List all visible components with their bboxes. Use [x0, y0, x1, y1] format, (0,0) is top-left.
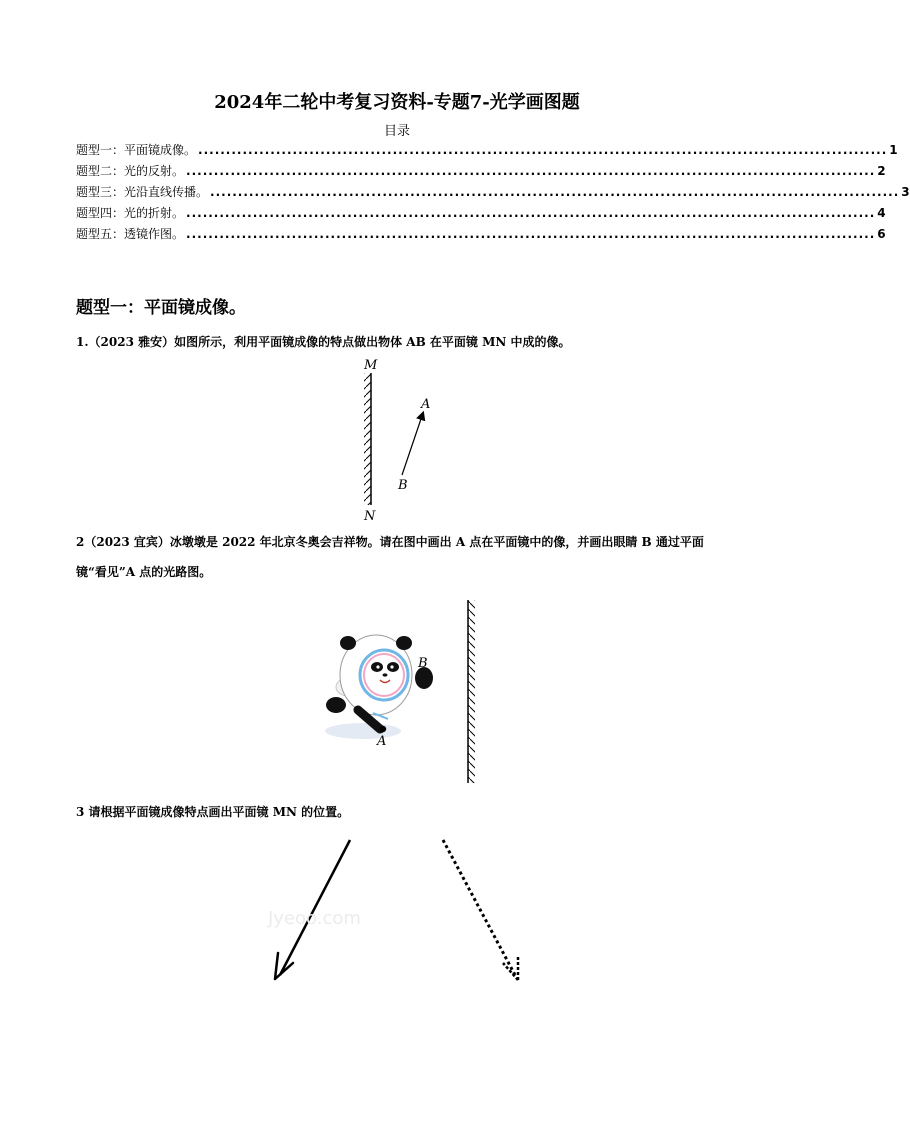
label-b: B — [398, 478, 408, 493]
toc-leader-dots: ............................................................................................................................ — [186, 164, 876, 178]
object-ab-arrow — [402, 413, 423, 475]
toc-item-page: 3 — [901, 185, 910, 199]
bing-dwen-dwen-mascot — [325, 635, 433, 739]
section-heading: 题型一：平面镜成像。 — [76, 298, 246, 318]
toc-item-label: 题型五：透镜作图。 — [76, 227, 185, 241]
label-a-point: A — [377, 734, 387, 749]
toc-item-page: 1 — [889, 143, 898, 157]
table-of-contents — [76, 141, 910, 246]
toc-item-page: 6 — [877, 227, 886, 241]
toc-item-label: 题型三：光沿直线传播。 — [76, 185, 209, 199]
toc-heading: 目录 — [383, 124, 410, 139]
question-1-figure — [350, 355, 450, 525]
toc-item[interactable] — [76, 162, 886, 183]
toc-item[interactable] — [76, 204, 886, 225]
toc-item-label: 题型一：平面镜成像。 — [76, 143, 197, 157]
label-n: N — [364, 509, 376, 524]
plane-mirror — [468, 600, 475, 783]
toc-item[interactable] — [76, 225, 886, 246]
document-title: 2024年二轮中考复习资料-专题7-光学画图题 — [214, 92, 580, 113]
toc-item[interactable] — [76, 141, 898, 162]
question-2-figure — [318, 595, 488, 790]
watermark: Jyeoo.com — [268, 908, 361, 929]
toc-item-label: 题型四：光的折射。 — [76, 206, 185, 220]
question-1-text: 1.（2023 雅安）如图所示，利用平面镜成像的特点做出物体 AB 在平面镜 MN 中成的像。 — [76, 335, 571, 349]
label-b-eye: B — [418, 656, 428, 671]
toc-leader-dots: ............................................................................................................................ — [186, 227, 876, 241]
toc-item[interactable] — [76, 183, 910, 204]
toc-leader-dots: ............................................................................................................................ — [210, 185, 900, 199]
label-a: A — [421, 397, 431, 412]
question-3-text: 3 请根据平面镜成像特点画出平面镜 MN 的位置。 — [76, 805, 350, 819]
virtual-ray-dotted-arrow — [443, 840, 518, 980]
toc-item-page: 2 — [877, 164, 886, 178]
toc-item-label: 题型二：光的反射。 — [76, 164, 185, 178]
toc-item-page: 4 — [877, 206, 886, 220]
question-2-text: 2（2023 宜宾）冰墩墩是 2022 年北京冬奥会吉祥物。请在图中画出 A 点在平面镜中的像，并画出眼睛 B 通过平面镜“看见”A 点的光路图。 — [76, 535, 704, 579]
mirror-mn — [364, 373, 371, 505]
label-m: M — [364, 358, 378, 373]
toc-leader-dots: ............................................................................................................................ — [186, 206, 876, 220]
toc-leader-dots: ............................................................................................................................ — [198, 143, 888, 157]
